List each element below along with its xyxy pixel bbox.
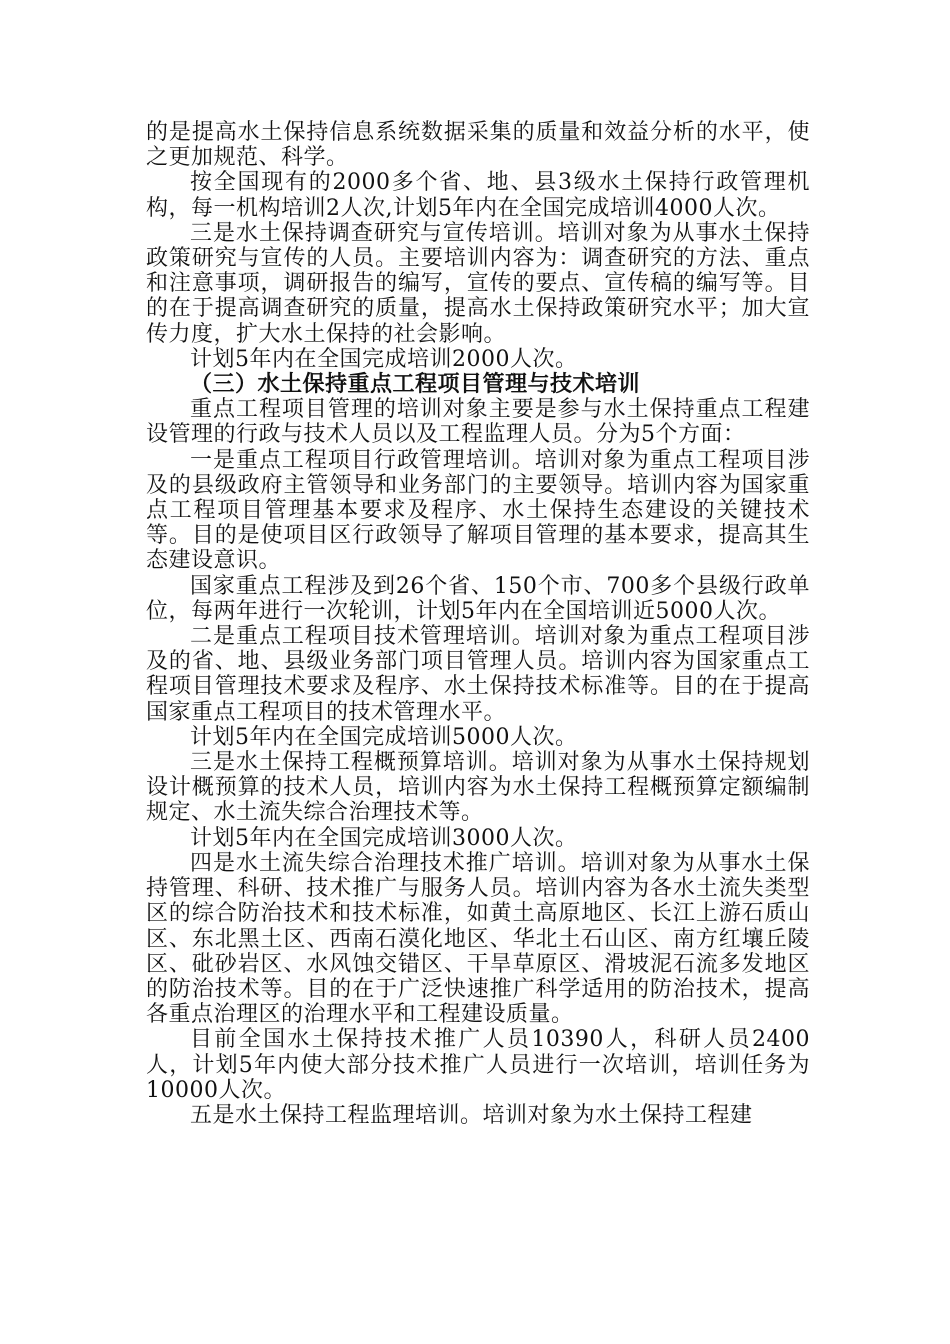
paragraph: 按全国现有的2000多个省、地、县3级水土保持行政管理机构，每一机构培训2人次,计划5年内在全国完成培训4000人次。 bbox=[146, 170, 810, 221]
paragraph: 国家重点工程涉及到26个省、150个市、700多个县级行政单位，每两年进行一次轮训，计划5年内在全国培训近5000人次。 bbox=[146, 573, 810, 624]
paragraph: 计划5年内在全国完成培训2000人次。 bbox=[190, 346, 578, 372]
paragraph: 重点工程项目管理的培训对象主要是参与水土保持重点工程建设管理的行政与技术人员以及工程监理人员。分为5个方面： bbox=[146, 397, 810, 448]
document-body bbox=[146, 120, 810, 1128]
paragraph: 三是水土保持调查研究与宣传培训。培训对象为从事水土保持政策研究与宣传的人员。主要培训内容为：调查研究的方法、重点和注意事项，调研报告的编写，宣传的要点、宣传稿的编写等。目的在于提高调查研究的质量，提高水土保持政策研究水平；加大宣传力度，扩大水土保持的社会影响。 bbox=[146, 220, 810, 347]
section-heading: （三）水土保持重点工程项目管理与技术培训 bbox=[190, 372, 641, 398]
paragraph: 五是水土保持工程监理培训。培训对象为水土保持工程建 bbox=[190, 1102, 753, 1128]
paragraph-continuation: 的是提高水土保持信息系统数据采集的质量和效益分析的水平，使之更加规范、科学。 bbox=[146, 120, 810, 171]
paragraph: 一是重点工程项目行政管理培训。培训对象为重点工程项目涉及的县级政府主管领导和业务部门的主要领导。培训内容为国家重点工程项目管理基本要求及程序、水土保持生态建设的关键技术等。目的是使项目区行政领导了解项目管理的基本要求，提高其生态建设意识。 bbox=[146, 447, 810, 574]
paragraph: 计划5年内在全国完成培训3000人次。 bbox=[190, 825, 578, 851]
paragraph: 四是水土流失综合治理技术推广培训。培训对象为从事水土保持管理、科研、技术推广与服务人员。培训内容为各水土流失类型区的综合防治技术和技术标准，如黄土高原地区、长江上游石质山区、东北黑土区、西南石漠化地区、华北土石山区、南方红壤丘陵区、砒砂岩区、水风蚀交错区、干旱草原区、滑坡泥石流多发地区的防治技术等。目的在于广泛快速推广科学适用的防治技术，提高各重点治理区的治理水平和工程建设质量。 bbox=[146, 850, 810, 1028]
paragraph: 计划5年内在全国完成培训5000人次。 bbox=[190, 724, 578, 750]
paragraph: 二是重点工程项目技术管理培训。培训对象为重点工程项目涉及的省、地、县级业务部门项目管理人员。培训内容为国家重点工程项目管理技术要求及程序、水土保持技术标准等。目的在于提高国家重点工程项目的技术管理水平。 bbox=[146, 624, 810, 725]
paragraph: 三是水土保持工程概预算培训。培训对象为从事水土保持规划设计概预算的技术人员，培训内容为水土保持工程概预算定额编制规定、水土流失综合治理技术等。 bbox=[146, 750, 810, 826]
paragraph: 目前全国水土保持技术推广人员10390人，科研人员2400人，计划5年内使大部分技术推广人员进行一次培训，培训任务为10000人次。 bbox=[146, 1027, 810, 1103]
